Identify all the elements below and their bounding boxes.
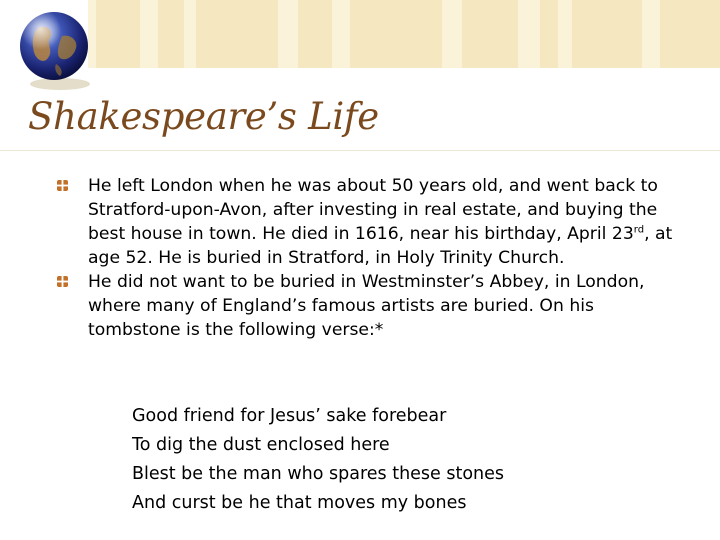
bullet-text: He left London when he was about 50 years old, and went back to Stratford-upon-Avon, after investing in real estate, and buying the best house in town. He died in 1616, near his birthday, April 23 xyxy=(88,176,658,244)
title-divider xyxy=(0,150,720,151)
header-block xyxy=(462,0,518,68)
globe-icon xyxy=(10,6,100,96)
ordinal-suffix: rd xyxy=(633,224,645,236)
bullet-list xyxy=(88,174,678,342)
bullet-item xyxy=(88,174,678,270)
header-block xyxy=(540,0,558,68)
verse-line: And curst be he that moves my bones xyxy=(132,493,467,513)
header-band xyxy=(0,0,720,68)
header-block xyxy=(572,0,642,68)
header-block xyxy=(196,0,278,68)
bullet-icon xyxy=(57,180,68,191)
bullet-text: He did not want to be buried in Westminster’s Abbey, in London, where many of England’s famous artists are buried. On his tombstone is the following verse:* xyxy=(88,272,645,340)
tombstone-verse xyxy=(132,402,504,518)
header-block xyxy=(350,0,442,68)
header-block xyxy=(96,0,140,68)
bullet-item xyxy=(88,270,678,342)
verse-line: To dig the dust enclosed here xyxy=(132,435,390,455)
header-block xyxy=(158,0,184,68)
bullet-text: , at age 52. He is buried in Stratford, in Holy Trinity Church. xyxy=(88,224,673,268)
verse-line: Good friend for Jesus’ sake forebear xyxy=(132,406,447,426)
verse-line: Blest be the man who spares these stones xyxy=(132,464,505,484)
header-block xyxy=(298,0,332,68)
bullet-icon xyxy=(57,276,68,287)
page-title: Shakespeare’s Life xyxy=(28,95,379,138)
header-block xyxy=(660,0,720,68)
